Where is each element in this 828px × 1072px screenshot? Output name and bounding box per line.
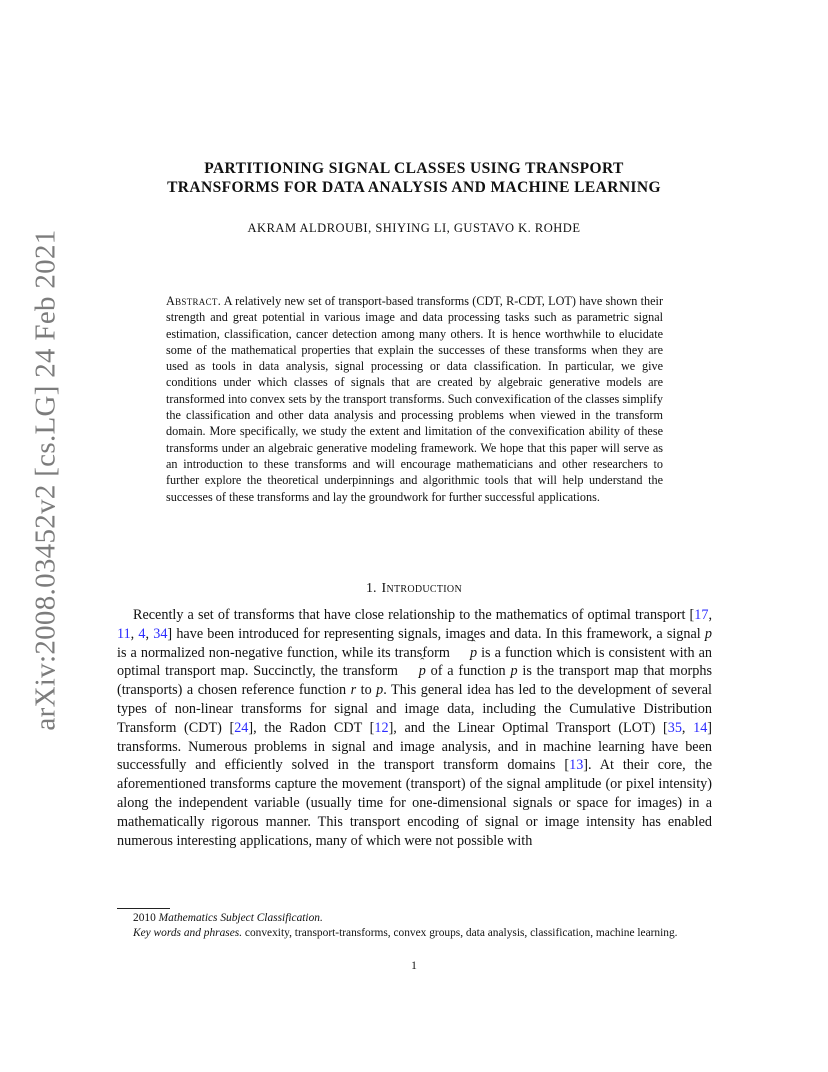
separator: ,	[708, 607, 712, 623]
footnote-keywords	[117, 926, 712, 941]
separator: ,	[681, 719, 694, 736]
abstract-label: Abstract.	[166, 294, 222, 308]
text-run: is a normalized non-negative function, while its transform	[117, 644, 454, 661]
math-p: p	[704, 625, 712, 642]
citation-link[interactable]: 35	[667, 719, 682, 736]
citation-link[interactable]: 24	[234, 719, 249, 736]
text-run: to	[356, 682, 377, 699]
keywords-label: Key words and phrases.	[133, 927, 243, 940]
paper-title	[100, 159, 728, 197]
math-p: p	[376, 682, 384, 699]
separator: ,	[145, 625, 154, 642]
keywords-text: convexity, transport-transforms, convex groups, data analysis, classification, machine learning.	[242, 927, 678, 940]
footnote-year: 2010	[133, 912, 159, 924]
math-p-hat: ˆ p	[454, 644, 477, 663]
citation-link[interactable]: 12	[374, 719, 389, 736]
introduction-paragraph	[117, 606, 712, 850]
author-list: AKRAM ALDROUBI, SHIYING LI, GUSTAVO K. ROHDE	[247, 221, 581, 235]
footnote-msc-label: Mathematics Subject Classification.	[158, 912, 323, 924]
text-run: ]. At their core, the aforementioned transforms capture the movement (transport) of the signal amplitude (or pixel intensity) along the independent variable (usually time for one-dimensional signals or space for images) in a mathematically rigorous manner. This transport encoding of signal or image intensity has enabled numerous interesting applications, many of which were not possible with	[117, 757, 712, 849]
citation-link[interactable]: 14	[693, 719, 708, 736]
math-p: p	[510, 663, 518, 680]
text-run: is a function which is consistent with an optimal transport map. Succinctly, the transform	[117, 644, 712, 680]
title-line-2: TRANSFORMS FOR DATA ANALYSIS AND MACHINE LEARNING	[167, 179, 661, 196]
section-title: Introduction	[381, 581, 462, 596]
text-run: . This general idea has led to the development of several types of non-linear transforms for signal and image data, including the Cumulative Distribution Transform (CDT) [	[117, 682, 712, 736]
citation-link[interactable]: 13	[569, 757, 584, 774]
abstract-text: A relatively new set of transport-based transforms (CDT, R-CDT, LOT) have shown their strength and great potential in various image and data processing tasks such as parametric signal estimation, classification, cancer detection among many others. It is hence worthwhile to elucidate some of the mathematical properties that explain the successes of these transforms when they are used as tools in data analysis, signal processing or data classification. In particular, we give conditions under which classes of signals that are created by algebraic generative models are transformed into convex sets by the transport transforms. Such convexification of the classes simplify the classification and other data analysis and processing problems when viewed in the transform domain. More specifically, we study the extent and limitation of the convexification ability of these transforms under an algebraic generative modeling framework. We hope that this paper will serve as an introduction to these transforms and will encourage mathematicians and other researchers to further explore the theoretical underpinnings and algorithmic tools that will help understand the successes of these transforms and lay the groundwork for further successful applications.	[166, 294, 664, 504]
footnotes	[117, 911, 712, 942]
text-run: ], the Radon CDT [	[248, 719, 375, 736]
abstract	[166, 293, 663, 505]
text-run: ], and the Linear Optimal Transport (LOT) [	[388, 719, 668, 736]
title-line-1: PARTITIONING SIGNAL CLASSES USING TRANSPORT	[204, 160, 624, 177]
math-p-hat: ˆ p	[403, 662, 426, 681]
section-heading	[100, 581, 728, 597]
footnote-msc	[117, 911, 712, 926]
footnote-divider	[117, 908, 170, 909]
citation-link[interactable]: 34	[153, 625, 168, 642]
text-run: Recently a set of transforms that have close relationship to the mathematics of optimal transport [	[133, 607, 695, 623]
citation-link[interactable]: 11	[117, 625, 131, 642]
separator: ,	[130, 625, 139, 642]
text-run: ] transforms. Numerous problems in signal and image analysis, and in machine learning have been successfully and efficiently solved in the transport transform domains [	[117, 719, 713, 774]
page-number: 1	[411, 960, 417, 972]
text-run: ] have been introduced for representing signals, images and data. In this framework, a signal	[167, 625, 705, 642]
citation-link[interactable]: 17	[694, 607, 709, 623]
citation-link[interactable]: 4	[138, 625, 146, 642]
text-run: is the transport map that morphs (transports) a chosen reference function	[117, 663, 712, 699]
section-number: 1.	[366, 581, 377, 596]
text-run: of a function	[425, 663, 511, 680]
math-r: r	[350, 682, 357, 699]
arxiv-identifier-stamp: arXiv:2008.03452v2 [cs.LG] 24 Feb 2021	[29, 229, 62, 731]
